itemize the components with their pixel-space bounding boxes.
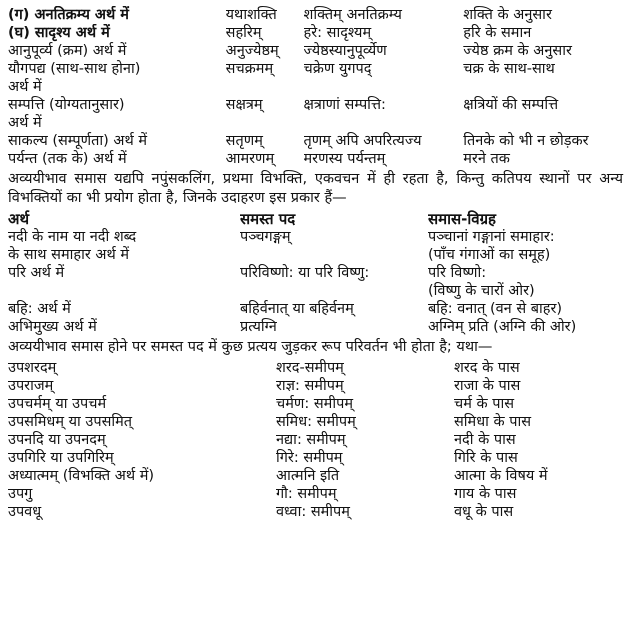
vibhakti-examples-table xyxy=(8,210,623,336)
table-cell: चर्म के पास xyxy=(454,396,515,412)
table-cell: चक्रेण युगपद् xyxy=(303,61,372,77)
table-cell: नद्या: समीपम् xyxy=(276,432,346,448)
table-cell: राजा के पास xyxy=(454,378,521,394)
table-cell: गाय के पास xyxy=(454,486,517,502)
table-cell: आत्मनि इति xyxy=(276,468,340,484)
table-cell: गिरे: समीपम् xyxy=(276,450,343,466)
table-cell: चक्र के साथ-साथ xyxy=(463,61,555,77)
table-row xyxy=(8,431,623,449)
paragraph-suffix-change: अव्ययीभाव समास होने पर समस्त पद में कुछ प्रत्यय जुड़कर रूप परिवर्तन भी होता है; यथा— xyxy=(8,339,493,355)
table-cell: राज्ञ: समीपम् xyxy=(276,378,344,394)
table-row xyxy=(8,503,623,521)
table-row xyxy=(8,114,623,132)
table-cell: आमरणम् xyxy=(225,151,275,167)
header-compound-word: समस्त पद xyxy=(240,210,296,228)
table-cell xyxy=(463,114,623,132)
table-cell: परि अर्थ में xyxy=(8,265,65,281)
table-cell: क्षत्रियों की सम्पत्ति xyxy=(463,97,559,113)
table-cell: उपचर्मम् या उपचर्म xyxy=(8,396,107,412)
table-cell: अभिमुख्य अर्थ में xyxy=(8,319,97,335)
table-cell xyxy=(226,114,304,132)
table-cell: बहि: अर्थ में xyxy=(8,301,71,317)
table-cell: आत्मा के विषय में xyxy=(454,468,548,484)
table-row xyxy=(8,449,623,467)
table-cell xyxy=(463,78,623,96)
table-row xyxy=(8,395,623,413)
table-row xyxy=(8,6,623,24)
table-row xyxy=(8,485,623,503)
table-row xyxy=(8,377,623,395)
table-cell xyxy=(304,114,464,132)
table-cell: सतृणम् xyxy=(225,133,263,149)
table-cell: उपवधू xyxy=(8,504,42,520)
table-cell: बहि: वनात् (वन से बाहर) xyxy=(428,301,563,317)
table-cell: ज्येष्ठस्यानुपूर्व्येण xyxy=(303,43,387,59)
table-cell: शरद-समीपम् xyxy=(276,360,344,376)
table-cell: अनुज्येष्ठम् xyxy=(225,43,279,59)
table-cell: शक्ति के अनुसार xyxy=(463,7,552,23)
header-compound-analysis: समास-विग्रह xyxy=(428,210,497,228)
table-cell: सहरिम् xyxy=(225,25,262,41)
table-row xyxy=(8,318,623,336)
table-cell: बहिर्वनात् या बहिर्वनम् xyxy=(240,301,354,317)
table-row xyxy=(8,264,623,282)
table-row xyxy=(8,359,623,377)
table-cell xyxy=(226,78,304,96)
table-cell: उपशरदम् xyxy=(8,360,57,376)
table-cell: समिधा के पास xyxy=(454,414,532,430)
table-cell: पञ्चानां गङ्गानां समाहार: xyxy=(428,229,555,245)
table-cell: समिध: समीपम् xyxy=(276,414,356,430)
table-header-row xyxy=(8,210,623,228)
table-cell: नदी के पास xyxy=(454,432,516,448)
table-cell xyxy=(304,78,464,96)
table-cell: शरद के पास xyxy=(454,360,520,376)
table-cell: नदी के नाम या नदी शब्द xyxy=(8,229,137,245)
table-cell: मरणस्य पर्यन्तम् xyxy=(303,151,386,167)
table-cell: उपगु xyxy=(8,486,33,502)
table-cell: अर्थ में xyxy=(8,79,42,95)
table-cell: गौ: समीपम् xyxy=(276,486,337,502)
table-row xyxy=(8,300,623,318)
table-cell: गिरि के पास xyxy=(454,450,518,466)
table-cell: सचक्रमम् xyxy=(225,61,274,77)
suffix-examples-table xyxy=(8,359,623,521)
table-cell: सक्षत्रम् xyxy=(225,97,263,113)
paragraph-vibhakti-usage: अव्ययीभाव समास यद्यपि नपुंसकलिंग, प्रथमा विभक्ति, एकवचन में ही रहता है, किन्तु कतिपय स्थानों पर अन्य विभक्तियों का भी प्रयोग होता है, जिनके उदाहरण इस प्रकार हैं— xyxy=(8,171,623,206)
table-cell: उपगिरि या उपगिरिम् xyxy=(8,450,114,466)
table-row xyxy=(8,467,623,485)
table-cell: (ग) अनतिक्रम्य अर्थ में xyxy=(8,7,129,23)
header-meaning: अर्थ xyxy=(8,210,30,228)
table-row xyxy=(8,282,623,300)
table-row xyxy=(8,24,623,42)
table-cell: उपराजम् xyxy=(8,378,54,394)
table-row xyxy=(8,42,623,60)
table-row xyxy=(8,228,623,246)
table-cell: चर्मण: समीपम् xyxy=(276,396,353,412)
table-cell: सम्पत्ति (योग्यतानुसार) xyxy=(8,97,125,113)
table-cell: आनुपूर्व्य (क्रम) अर्थ में xyxy=(8,43,127,59)
table-cell: तिनके को भी न छोड़कर xyxy=(463,133,589,149)
table-row xyxy=(8,96,623,114)
table-cell: (घ) सादृश्य अर्थ में xyxy=(8,25,110,41)
table-cell: शक्तिम् अनतिक्रम्य xyxy=(303,7,402,23)
meaning-examples-table xyxy=(8,6,623,168)
table-cell: उपनदि या उपनदम् xyxy=(8,432,106,448)
table-cell: अर्थ में xyxy=(8,115,42,131)
table-cell: के साथ समाहार अर्थ में xyxy=(8,247,130,263)
table-cell: परिविष्णो: या परि विष्णु: xyxy=(240,265,370,281)
table-cell: साकल्य (सम्पूर्णता) अर्थ में xyxy=(8,133,148,149)
table-cell: यौगपद्य (साथ-साथ होना) xyxy=(8,61,141,77)
table-cell xyxy=(240,282,428,300)
table-row xyxy=(8,246,623,264)
table-cell: क्षत्राणां सम्पत्ति: xyxy=(303,97,386,113)
table-row xyxy=(8,150,623,168)
table-cell: पञ्चगङ्गम् xyxy=(240,229,291,245)
table-cell: पर्यन्त (तक के) अर्थ में xyxy=(8,151,127,167)
table-cell: यथाशक्ति xyxy=(225,7,277,23)
table-cell: (पाँच गंगाओं का समूह) xyxy=(428,247,551,263)
table-cell xyxy=(8,282,240,300)
table-cell: (विष्णु के चारों ओर) xyxy=(428,283,535,299)
table-cell: हरे: सादृश्यम् xyxy=(303,25,372,41)
table-cell: मरने तक xyxy=(463,151,510,167)
table-cell xyxy=(240,246,428,264)
table-cell: वध्वा: समीपम् xyxy=(276,504,350,520)
table-row xyxy=(8,132,623,150)
table-cell: वधू के पास xyxy=(454,504,514,520)
table-row xyxy=(8,60,623,78)
table-row xyxy=(8,78,623,96)
table-cell: उपसमिधम् या उपसमित् xyxy=(8,414,133,430)
table-cell: तृणम् अपि अपरित्यज्य xyxy=(303,133,422,149)
table-row xyxy=(8,413,623,431)
table-cell: अग्निम् प्रति (अग्नि की ओर) xyxy=(428,319,577,335)
table-cell: ज्येष्ठ क्रम के अनुसार xyxy=(463,43,572,59)
table-cell: हरि के समान xyxy=(463,25,532,41)
table-cell: परि विष्णो: xyxy=(428,265,487,281)
table-cell: अध्यात्मम् (विभक्ति अर्थ में) xyxy=(8,468,155,484)
table-cell: प्रत्यग्नि xyxy=(240,319,277,335)
